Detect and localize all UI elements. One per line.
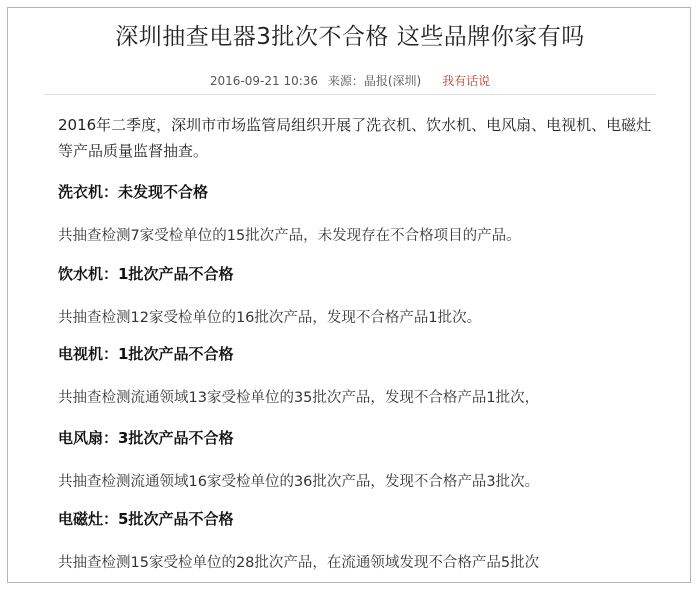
section-electric-fan — [58, 427, 658, 491]
section-heading: 电风扇：3批次产品不合格 — [58, 429, 234, 447]
section-induction-cooker — [58, 508, 658, 572]
section-television — [58, 343, 658, 407]
intro-paragraph: 2016年二季度，深圳市市场监管局组织开展了洗衣机、饮水机、电风扇、电视机、电磁灶等产品质量监督抽查。 — [58, 116, 652, 160]
publish-date: 2016-09-21 10:36 — [209, 74, 319, 88]
section-water-dispenser — [58, 263, 658, 327]
section-washing-machine — [58, 181, 658, 245]
section-text: 共抽查检测7家受检单位的15批次产品，未发现存在不合格项目的产品。 — [58, 228, 521, 244]
section-text: 共抽查检测12家受检单位的16批次产品，发现不合格产品1批次。 — [58, 310, 482, 326]
section-heading: 洗衣机：未发现不合格 — [58, 183, 209, 201]
section-heading: 电磁灶：5批次产品不合格 — [58, 510, 234, 528]
title-divider — [44, 94, 656, 95]
article-source: 来源：晶报(深圳) — [327, 74, 422, 88]
article-title: 深圳抽查电器3批次不合格 这些品牌你家有吗 — [115, 24, 585, 50]
article-meta — [0, 72, 700, 89]
section-text: 共抽查检测流通领域16家受检单位的36批次产品，发现不合格产品3批次。 — [58, 474, 540, 490]
comment-link[interactable]: 我有话说 — [442, 74, 491, 88]
section-heading: 电视机：1批次产品不合格 — [58, 345, 234, 363]
section-heading: 饮水机：1批次产品不合格 — [58, 265, 234, 283]
section-text: 共抽查检测15家受检单位的28批次产品，在流通领域发现不合格产品5批次 — [58, 555, 540, 571]
section-text: 共抽查检测流通领域13家受检单位的35批次产品，发现不合格产品1批次， — [58, 390, 540, 406]
